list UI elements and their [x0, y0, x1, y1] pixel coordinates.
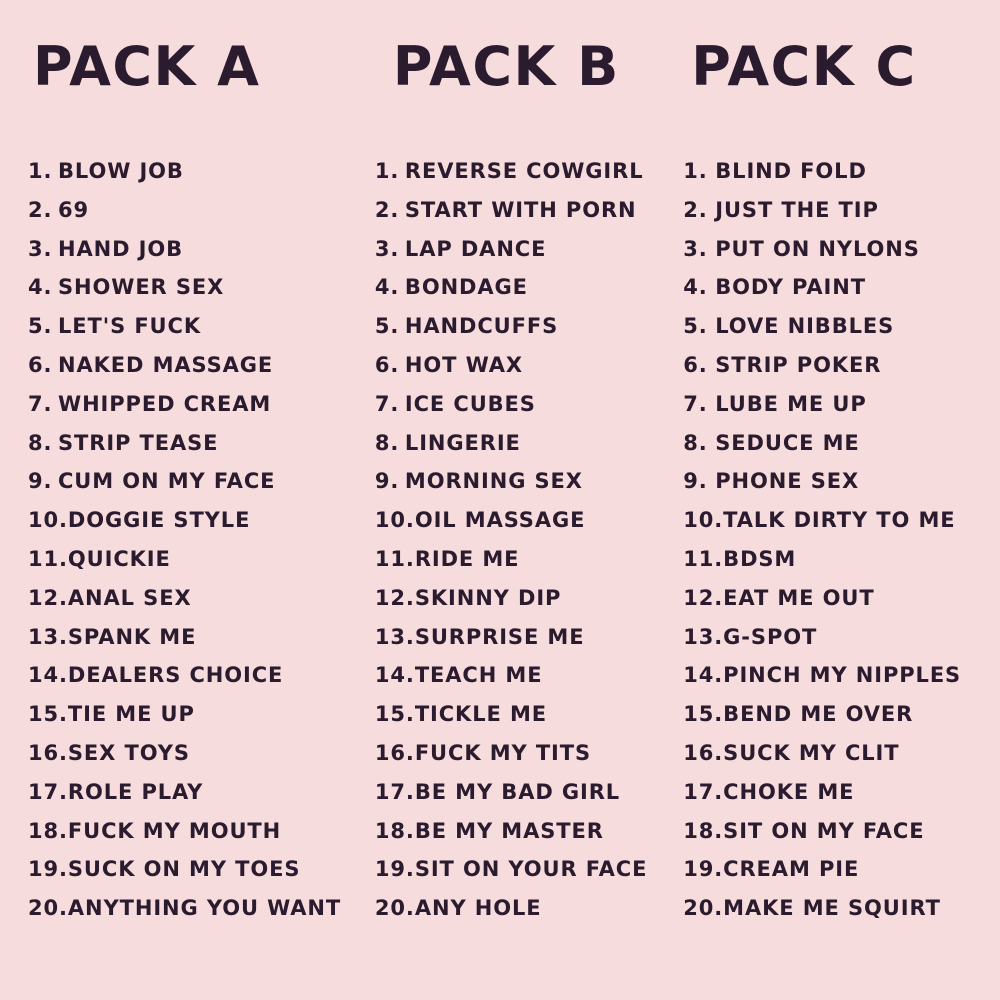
list-item-number: 15. [374, 702, 415, 727]
list-item-number: 1. [374, 159, 400, 183]
list-item [28, 850, 375, 889]
list-item-number: 17. [374, 779, 415, 804]
list-item-label: TALK DIRTY TO ME [723, 508, 956, 533]
list-item-number: 18. [683, 818, 724, 843]
list-item-label: LAP DANCE [404, 236, 547, 261]
list-item [375, 385, 683, 424]
list-item-label: BODY PAINT [715, 275, 866, 300]
list-item [683, 889, 982, 928]
list-item-label: START WITH PORN [404, 197, 637, 222]
list-item-label: REVERSE COWGIRL [404, 159, 644, 183]
list-item-number: 16. [28, 740, 68, 765]
list-item [375, 773, 683, 812]
list-item-number: 12. [28, 585, 68, 610]
list-item [28, 656, 375, 695]
list-item [683, 424, 982, 463]
list-item-label: LINGERIE [404, 430, 521, 455]
list-item-number: 2. [28, 197, 53, 222]
list-item [683, 618, 982, 657]
pack-column-a [18, 35, 375, 928]
list-item-number: 11. [683, 546, 724, 571]
list-item-label: HOT WAX [404, 352, 523, 377]
pack-a-list [28, 152, 375, 928]
list-item-label: DOGGIE STYLE [67, 508, 251, 533]
pack-columns [18, 35, 982, 928]
list-item-number: 6. [374, 352, 400, 377]
list-item [683, 850, 982, 889]
list-item-number: 20. [683, 896, 724, 921]
list-item-number: 1. [683, 159, 708, 183]
list-item [683, 734, 982, 773]
list-item [28, 579, 375, 618]
list-item [683, 307, 982, 346]
list-item [375, 501, 683, 540]
list-item-number: 14. [374, 663, 415, 688]
list-item [375, 734, 683, 773]
list-item [375, 462, 683, 501]
list-item [375, 540, 683, 579]
list-item [28, 812, 375, 851]
list-item-number: 5. [374, 314, 400, 339]
list-item-number: 19. [28, 857, 68, 882]
list-item-label: SUCK MY CLIT [723, 740, 900, 765]
list-item-label: ROLE PLAY [67, 779, 204, 804]
list-item-label: 69 [58, 197, 90, 222]
list-item-number: 11. [28, 546, 68, 571]
list-item-label: JUST THE TIP [715, 197, 879, 222]
list-item [28, 618, 375, 657]
list-item-label: OIL MASSAGE [414, 508, 586, 533]
list-item [683, 695, 982, 734]
list-item-number: 17. [683, 779, 724, 804]
list-item-number: 4. [683, 275, 708, 300]
list-item [28, 191, 375, 230]
list-item [28, 734, 375, 773]
list-item-label: MAKE ME SQUIRT [723, 896, 941, 921]
list-item-number: 19. [683, 857, 724, 882]
list-item [375, 656, 683, 695]
list-item-number: 6. [683, 352, 708, 377]
list-item-label: NAKED MASSAGE [58, 352, 274, 377]
list-item-label: SKINNY DIP [414, 585, 562, 610]
list-item [683, 773, 982, 812]
list-item-number: 5. [28, 314, 53, 339]
list-item-label: SPANK ME [67, 624, 197, 649]
list-item-number: 5. [683, 314, 708, 339]
list-item-label: STRIP POKER [715, 352, 882, 377]
list-item [28, 230, 375, 269]
list-item [28, 540, 375, 579]
pack-a-title: PACK A [33, 35, 261, 98]
list-item [28, 773, 375, 812]
list-item-number: 1. [28, 159, 53, 183]
list-item-number: 8. [28, 430, 53, 455]
pack-c-title: PACK C [691, 35, 917, 98]
list-item-label: LET'S FUCK [58, 314, 201, 339]
list-item [683, 656, 982, 695]
pack-column-b [374, 35, 683, 928]
list-item-label: LUBE ME UP [715, 391, 867, 416]
list-item-number: 19. [374, 857, 415, 882]
list-item-number: 17. [28, 779, 68, 804]
list-item [683, 346, 982, 385]
list-item-label: ANYTHING YOU WANT [67, 896, 342, 921]
list-item-number: 10. [374, 508, 415, 533]
list-item [28, 346, 375, 385]
list-item-number: 15. [28, 702, 68, 727]
list-item [28, 424, 375, 463]
list-item [28, 268, 375, 307]
list-item-number: 8. [374, 430, 400, 455]
list-item-number: 16. [374, 740, 415, 765]
list-item [683, 152, 982, 191]
list-item-label: CUM ON MY FACE [58, 469, 276, 494]
list-item [683, 268, 982, 307]
list-item [28, 695, 375, 734]
list-item-label: TICKLE ME [414, 702, 548, 727]
list-item-label: ICE CUBES [404, 391, 536, 416]
list-item-label: LOVE NIBBLES [715, 314, 895, 339]
list-item-number: 3. [374, 236, 400, 261]
list-item [683, 385, 982, 424]
list-item-label: BLIND FOLD [715, 159, 867, 183]
list-item-number: 12. [374, 585, 415, 610]
list-item-label: ANY HOLE [414, 896, 542, 921]
list-item-label: BONDAGE [404, 275, 528, 300]
list-item [375, 850, 683, 889]
list-item-label: BLOW JOB [58, 159, 184, 183]
list-item-number: 6. [28, 352, 53, 377]
list-item-label: CREAM PIE [723, 857, 860, 882]
list-item-label: TEACH ME [414, 663, 543, 688]
list-item [375, 889, 683, 928]
list-item-number: 9. [683, 469, 708, 494]
list-item [28, 152, 375, 191]
list-item-number: 13. [374, 624, 415, 649]
list-item [375, 579, 683, 618]
list-item-label: PUT ON NYLONS [715, 236, 920, 261]
list-item [683, 812, 982, 851]
list-item [375, 695, 683, 734]
list-item-number: 4. [374, 275, 400, 300]
list-item-label: TIE ME UP [67, 702, 195, 727]
list-item [375, 268, 683, 307]
list-item-number: 2. [683, 197, 708, 222]
list-item-label: WHIPPED CREAM [58, 391, 272, 416]
list-item-label: SIT ON YOUR FACE [414, 857, 648, 882]
list-item-label: SEX TOYS [67, 740, 190, 765]
list-item-number: 11. [374, 546, 415, 571]
list-item-number: 3. [683, 236, 708, 261]
list-item-number: 13. [28, 624, 68, 649]
list-item-label: ANAL SEX [67, 585, 192, 610]
list-item-label: BE MY BAD GIRL [414, 779, 621, 804]
list-item-number: 9. [28, 469, 53, 494]
list-item [28, 307, 375, 346]
list-item-number: 20. [28, 896, 68, 921]
list-item-label: SUCK ON MY TOES [67, 857, 301, 882]
list-item [28, 889, 375, 928]
pack-b-list [375, 152, 683, 928]
list-item-label: BDSM [723, 546, 797, 571]
list-item-number: 12. [683, 585, 724, 610]
list-item [683, 230, 982, 269]
list-item-label: PHONE SEX [715, 469, 860, 494]
list-item [375, 152, 683, 191]
list-item-label: FUCK MY MOUTH [67, 818, 282, 843]
list-item-number: 7. [374, 391, 400, 416]
list-item-label: RIDE ME [414, 546, 520, 571]
list-item-number: 16. [683, 740, 724, 765]
list-item-number: 8. [683, 430, 708, 455]
list-item-label: BE MY MASTER [414, 818, 604, 843]
pack-c-list [683, 152, 982, 928]
list-item-label: PINCH MY NIPPLES [723, 663, 962, 688]
list-item [683, 540, 982, 579]
list-item-number: 18. [374, 818, 415, 843]
list-item-number: 3. [28, 236, 53, 261]
list-item [375, 346, 683, 385]
list-item [683, 191, 982, 230]
list-item [28, 501, 375, 540]
list-item-label: BEND ME OVER [723, 702, 914, 727]
list-item-label: MORNING SEX [404, 469, 583, 494]
list-item-label: SURPRISE ME [414, 624, 585, 649]
list-item-label: SIT ON MY FACE [723, 818, 925, 843]
list-item-number: 14. [28, 663, 68, 688]
list-item-number: 7. [683, 391, 708, 416]
list-item [375, 812, 683, 851]
list-item [28, 462, 375, 501]
list-item [375, 307, 683, 346]
list-item [375, 424, 683, 463]
list-item-number: 14. [683, 663, 724, 688]
list-item [375, 230, 683, 269]
list-item [375, 618, 683, 657]
list-item-label: DEALERS CHOICE [67, 663, 284, 688]
pack-b-title: PACK B [392, 35, 620, 98]
list-item-number: 15. [683, 702, 724, 727]
list-item-label: STRIP TEASE [58, 430, 219, 455]
list-item [683, 462, 982, 501]
list-item-label: QUICKIE [67, 546, 171, 571]
list-item-label: SHOWER SEX [58, 275, 225, 300]
list-item-label: EAT ME OUT [723, 585, 875, 610]
list-item-label: HANDCUFFS [404, 314, 559, 339]
list-item-label: HAND JOB [58, 236, 184, 261]
list-item-number: 20. [374, 896, 415, 921]
list-item-number: 9. [374, 469, 400, 494]
list-item-number: 2. [374, 197, 400, 222]
list-item-label: CHOKE ME [723, 779, 855, 804]
list-item [683, 579, 982, 618]
list-item [28, 385, 375, 424]
list-item-number: 13. [683, 624, 724, 649]
list-item-number: 7. [28, 391, 53, 416]
list-item-label: G-SPOT [723, 624, 818, 649]
list-item-label: SEDUCE ME [715, 430, 860, 455]
list-item [375, 191, 683, 230]
list-item-number: 10. [683, 508, 724, 533]
list-item-number: 18. [28, 818, 68, 843]
list-item-number: 10. [28, 508, 68, 533]
list-item-number: 4. [28, 275, 53, 300]
list-item [683, 501, 982, 540]
pack-column-c [683, 35, 982, 928]
list-item-label: FUCK MY TITS [414, 740, 592, 765]
